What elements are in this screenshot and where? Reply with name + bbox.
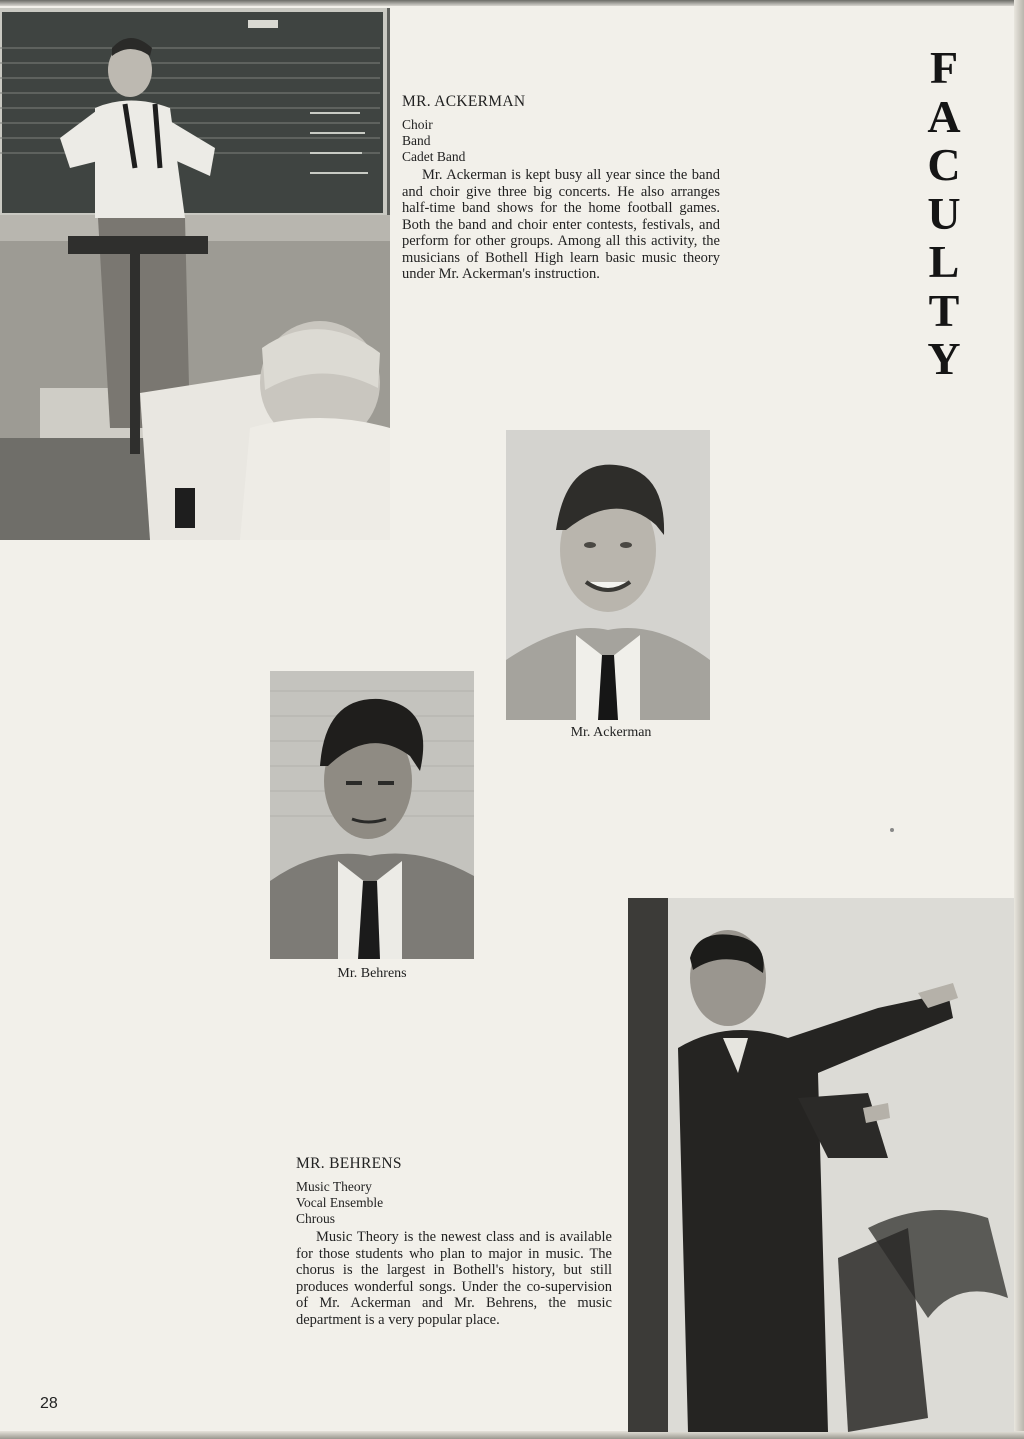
page-bottom-edge — [0, 1431, 1024, 1439]
behrens-subject: Chrous — [296, 1211, 336, 1226]
title-letter: Y — [927, 333, 961, 384]
photo-behrens-conducting — [628, 898, 1014, 1432]
title-letter: L — [928, 236, 960, 287]
page-number: 28 — [40, 1395, 58, 1412]
behrens-subject: Vocal Ensemble — [296, 1195, 384, 1210]
behrens-subject: Music Theory — [296, 1179, 372, 1194]
title-letter: C — [927, 139, 961, 190]
conducting-photo-image — [628, 898, 1014, 1432]
behrens-description: Music Theory is the newest class and is available for those students who plan to major in music. The chorus is the largest in Bothell's history, but still produces wonderful songs. Under the co-supervision of Mr. Ackerman and Mr. Behrens, the music department is a very popular place. — [296, 1229, 612, 1328]
ackerman-subject: Cadet Band — [402, 149, 466, 164]
behrens-section — [296, 1155, 612, 1328]
ackerman-portrait-image — [506, 430, 710, 720]
photo-ackerman-portrait — [506, 430, 710, 720]
ackerman-subject: Choir — [402, 117, 433, 132]
ackerman-subject-list — [402, 117, 720, 165]
ackerman-subject: Band — [402, 133, 431, 148]
title-letter: A — [927, 90, 961, 142]
title-letter: T — [928, 284, 960, 336]
faculty-title — [924, 44, 964, 384]
ackerman-caption: Mr. Ackerman — [570, 725, 652, 740]
ackerman-heading: MR. ACKERMAN — [402, 93, 526, 110]
page-right-edge — [1014, 0, 1024, 1439]
page-top-edge — [0, 0, 1024, 6]
behrens-caption: Mr. Behrens — [337, 966, 407, 981]
photo-behrens-portrait — [270, 671, 474, 959]
ackerman-section — [402, 93, 720, 283]
behrens-portrait-image — [270, 671, 474, 959]
title-letter: F — [929, 42, 959, 93]
behrens-subject-list — [296, 1179, 612, 1227]
behrens-heading: MR. BEHRENS — [296, 1155, 402, 1172]
title-letter: U — [927, 187, 961, 239]
ackerman-description: Mr. Ackerman is kept busy all year since the band and choir give three big concerts. He also arranges half-time band shows for the home football games. Both the band and choir enter contests, festivals, and perform for other groups. Among all this activity, the musicians of Bothell High learn basic music theory under Mr. Ackerman's instruction. — [402, 167, 720, 282]
photo-classroom-conducting — [0, 8, 390, 540]
classroom-photo-image — [0, 8, 390, 540]
paper-speck — [890, 828, 894, 832]
